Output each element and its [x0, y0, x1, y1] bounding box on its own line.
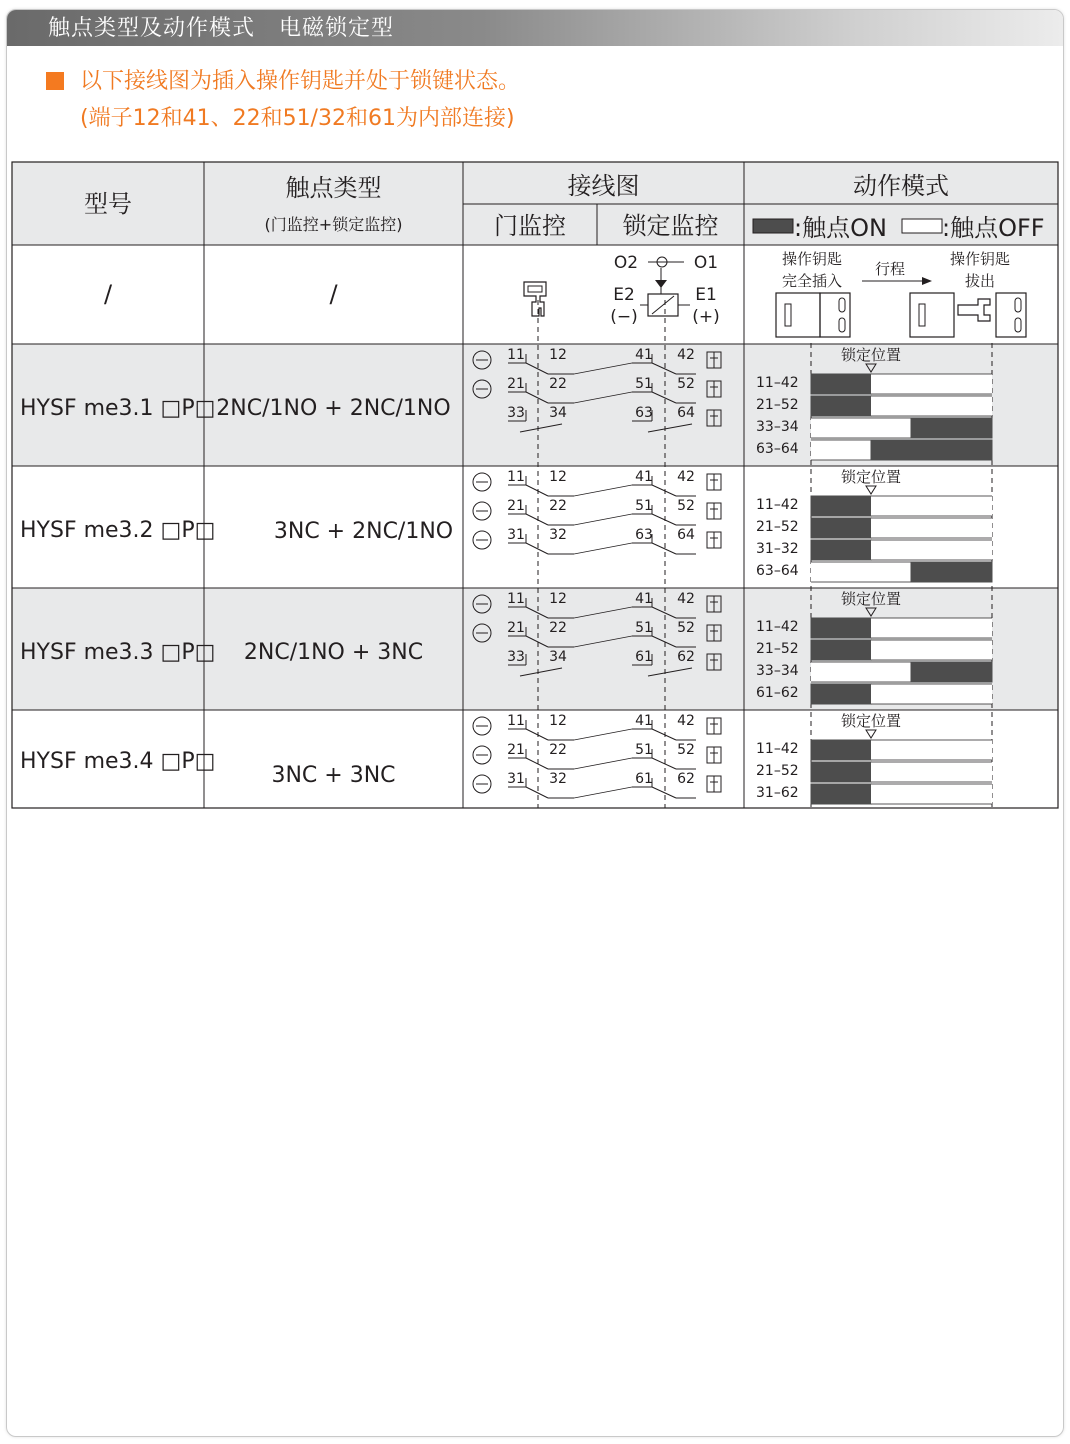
- terminal-label: 12: [549, 347, 567, 363]
- terminal-label: 21: [507, 376, 525, 392]
- terminal-label: 11: [507, 469, 525, 485]
- header-subtitle-text: 电磁锁定型: [279, 16, 395, 41]
- terminal-label: 61: [635, 649, 653, 665]
- contact-on-bar: [811, 740, 871, 760]
- contact-off-bar: [871, 518, 992, 538]
- terminal-label: 42: [677, 713, 695, 729]
- contact-on-bar: [811, 784, 871, 804]
- contact-off-bar: [871, 684, 992, 704]
- terminal-label: 42: [677, 469, 695, 485]
- terminal-label: 32: [549, 771, 567, 787]
- contact-blade: [652, 485, 676, 496]
- switch-slot: [785, 304, 791, 326]
- contact-blade: [652, 543, 676, 554]
- table-border: [12, 162, 1058, 808]
- coil-e2: E2: [613, 285, 635, 305]
- action-label: 21–52: [756, 763, 799, 779]
- contact-off-bar: [871, 396, 992, 416]
- contact-on-bar: [811, 396, 871, 416]
- coil-minus: (−): [610, 307, 638, 327]
- coil-plus: (+): [692, 307, 720, 327]
- stroke-label: 行程: [874, 260, 906, 278]
- row-contact-type: 3NC + 3NC: [271, 763, 396, 788]
- key-inserted-label-1: 操作钥匙: [781, 250, 843, 268]
- contact-on-bar: [911, 418, 992, 438]
- action-label: 11–42: [756, 375, 799, 391]
- terminal-label: 62: [677, 771, 695, 787]
- contact-off-bar: [811, 662, 911, 682]
- action-label: 21–52: [756, 397, 799, 413]
- key-head-inserted: [820, 293, 850, 337]
- header-action-mode: 动作模式: [853, 172, 949, 200]
- coil-e1: E1: [695, 285, 717, 305]
- terminal-label: 42: [677, 347, 695, 363]
- contact-on-bar: [871, 440, 992, 460]
- contact-off-bar: [811, 418, 911, 438]
- contact-blade: [652, 787, 676, 798]
- key-removed-label-2: 拔出: [964, 272, 996, 290]
- action-label: 61–62: [756, 685, 799, 701]
- contact-on-bar: [811, 762, 871, 782]
- action-label: 31–32: [756, 541, 799, 557]
- contact-off-bar: [871, 740, 992, 760]
- key-removed-label-1: 操作钥匙: [949, 250, 1011, 268]
- internal-link: [574, 485, 632, 496]
- action-label: 63–64: [756, 563, 799, 579]
- terminal-label: 34: [549, 649, 567, 665]
- contact-on-bar: [811, 540, 871, 560]
- terminal-label: 31: [507, 527, 525, 543]
- contact-on-bar: [911, 662, 992, 682]
- internal-link: [574, 543, 632, 554]
- action-label: 11–42: [756, 497, 799, 513]
- contact-off-bar: [811, 440, 871, 460]
- switch-body-removed: [910, 293, 954, 337]
- terminal-label: 22: [549, 742, 567, 758]
- terminal-label: 31: [507, 771, 525, 787]
- terminal-label: 22: [549, 498, 567, 514]
- lock-position-label: 锁定位置: [840, 590, 902, 608]
- action-label: 33–34: [756, 419, 799, 435]
- terminal-label: 41: [635, 713, 653, 729]
- terminal-label: 52: [677, 742, 695, 758]
- terminal-label: 21: [507, 620, 525, 636]
- terminal-label: 33: [507, 405, 525, 421]
- contact-blade: [652, 514, 676, 525]
- terminal-label: 41: [635, 347, 653, 363]
- stroke-arrowhead: [922, 277, 932, 285]
- contact-blade: [526, 514, 548, 525]
- terminal-label: 63: [635, 527, 653, 543]
- sym-model: /: [103, 280, 113, 308]
- terminal-label: 64: [677, 527, 695, 543]
- contact-off-bar: [871, 496, 992, 516]
- row-model: HYSF me3.2 □P□: [20, 518, 216, 543]
- contact-on-bar: [811, 640, 871, 660]
- lock-position-label: 锁定位置: [840, 468, 902, 486]
- contact-off-bar: [871, 618, 992, 638]
- contact-on-bar: [811, 496, 871, 516]
- internal-link: [574, 787, 632, 798]
- action-label: 11–42: [756, 619, 799, 635]
- contact-blade: [526, 758, 548, 769]
- row-model: HYSF me3.4 □P□: [20, 749, 216, 774]
- legend-off-label: :触点OFF: [942, 214, 1045, 242]
- terminal-label: 51: [635, 742, 653, 758]
- header-contact-type: 触点类型: [285, 174, 382, 202]
- contact-blade: [526, 729, 548, 740]
- contact-off-bar: [871, 762, 992, 782]
- terminal-label: 42: [677, 591, 695, 607]
- contact-on-bar: [811, 518, 871, 538]
- terminal-label: 51: [635, 620, 653, 636]
- row-contact-type: 2NC/1NO + 2NC/1NO: [216, 396, 451, 421]
- action-label: 31–62: [756, 785, 799, 801]
- action-label: 11–42: [756, 741, 799, 757]
- contact-off-bar: [871, 540, 992, 560]
- contact-on-bar: [811, 618, 871, 638]
- contact-on-bar: [811, 374, 871, 394]
- terminal-label: 12: [549, 591, 567, 607]
- header-lock-monitor: 锁定监控: [622, 212, 719, 240]
- terminal-label: 21: [507, 498, 525, 514]
- key-hole: [1015, 318, 1021, 332]
- key-hole: [1015, 298, 1021, 312]
- internal-link: [574, 514, 632, 525]
- contact-blade: [652, 729, 676, 740]
- row-model: HYSF me3.1 □P□: [20, 396, 216, 421]
- internal-link: [574, 729, 632, 740]
- key-hole: [839, 318, 845, 332]
- terminal-label: 62: [677, 649, 695, 665]
- door-key-slot: [528, 286, 542, 292]
- contact-on-bar: [811, 684, 871, 704]
- terminal-label: 41: [635, 591, 653, 607]
- contact-on-bar: [911, 562, 992, 582]
- contact-off-bar: [871, 784, 992, 804]
- action-label: 33–34: [756, 663, 799, 679]
- terminal-label: 22: [549, 620, 567, 636]
- internal-link: [574, 758, 632, 769]
- terminal-label: 12: [549, 469, 567, 485]
- terminal-label: 11: [507, 591, 525, 607]
- switch-slot: [919, 304, 925, 326]
- action-label: 63–64: [756, 441, 799, 457]
- lock-position-label: 锁定位置: [840, 346, 902, 364]
- sym-contact: /: [329, 280, 338, 308]
- header-contact-sub: (门监控+锁定监控): [264, 215, 403, 234]
- header-door-monitor: 门监控: [494, 212, 566, 240]
- contact-off-bar: [871, 374, 992, 394]
- header-model: 型号: [84, 190, 132, 218]
- coil-o1: O1: [693, 253, 719, 273]
- coil-o2: O2: [613, 253, 639, 273]
- terminal-label: 52: [677, 376, 695, 392]
- legend-on-label: :触点ON: [794, 214, 887, 242]
- note-line-2: (端子12和41、22和51/32和61为内部连接): [80, 106, 515, 131]
- legend-on-swatch: [753, 219, 793, 233]
- terminal-label: 63: [635, 405, 653, 421]
- terminal-label: 52: [677, 620, 695, 636]
- terminal-label: 11: [507, 347, 525, 363]
- legend-off-swatch: [902, 219, 942, 233]
- lock-position-label: 锁定位置: [840, 712, 902, 730]
- key-tongue-removed: [958, 299, 990, 321]
- terminal-label: 22: [549, 376, 567, 392]
- action-label: 21–52: [756, 519, 799, 535]
- lock-position-marker-icon: [866, 486, 876, 494]
- header-wiring: 接线图: [567, 172, 640, 200]
- key-hole: [839, 298, 845, 312]
- action-label: 21–52: [756, 641, 799, 657]
- terminal-label: 41: [635, 469, 653, 485]
- row-model: HYSF me3.3 □P□: [20, 640, 216, 665]
- contact-blade: [652, 758, 676, 769]
- contact-blade: [526, 543, 548, 554]
- terminal-label: 11: [507, 713, 525, 729]
- terminal-label: 64: [677, 405, 695, 421]
- key-head-removed: [996, 293, 1026, 337]
- switch-body-inserted: [776, 293, 820, 337]
- row-contact-type: 3NC + 2NC/1NO: [273, 519, 454, 544]
- terminal-label: 21: [507, 742, 525, 758]
- contact-off-bar: [871, 640, 992, 660]
- terminal-label: 34: [549, 405, 567, 421]
- row-contact-type: 2NC/1NO + 3NC: [243, 640, 424, 665]
- contact-off-bar: [811, 562, 911, 582]
- terminal-label: 51: [635, 376, 653, 392]
- terminal-label: 12: [549, 713, 567, 729]
- terminal-label: 51: [635, 498, 653, 514]
- contact-blade: [526, 485, 548, 496]
- terminal-label: 33: [507, 649, 525, 665]
- header-title-text: 触点类型及动作模式: [48, 16, 256, 41]
- contact-blade: [526, 787, 548, 798]
- door-key-icon: [524, 282, 546, 316]
- lock-position-marker-icon: [866, 730, 876, 738]
- terminal-label: 32: [549, 527, 567, 543]
- terminal-label: 52: [677, 498, 695, 514]
- note-line-1: 以下接线图为插入操作钥匙并处于锁键状态。: [80, 69, 521, 94]
- key-inserted-label-2: 完全插入: [781, 272, 843, 290]
- terminal-label: 61: [635, 771, 653, 787]
